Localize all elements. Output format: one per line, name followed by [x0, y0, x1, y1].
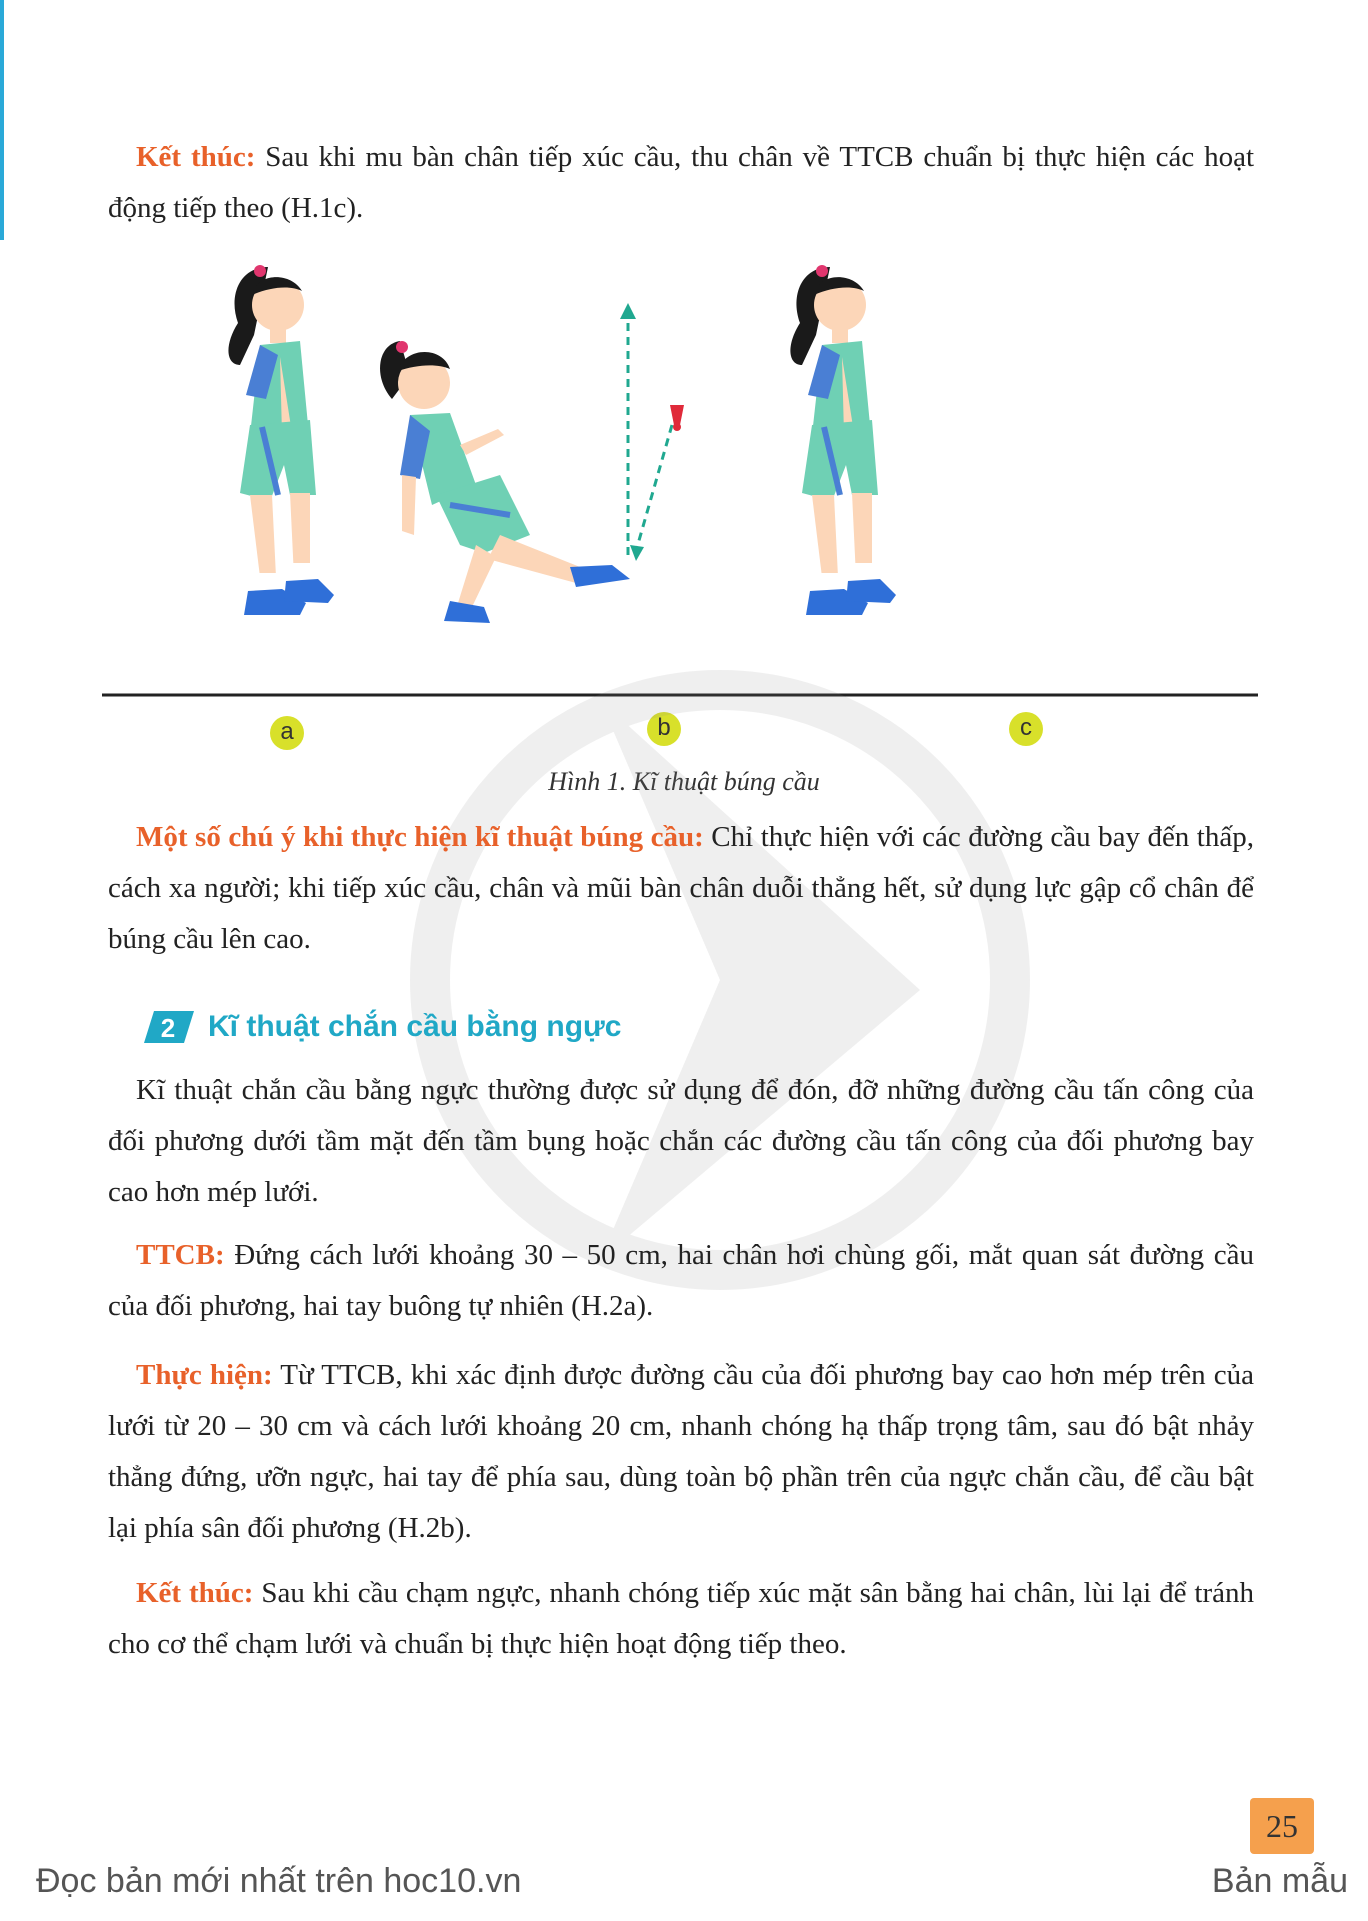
girl-figure-c — [790, 265, 896, 615]
lead-label: TTCB: — [136, 1239, 225, 1271]
section-heading — [144, 1004, 621, 1050]
figure-caption: Hình 1. Kĩ thuật búng cầu — [548, 767, 820, 796]
page-edge-accent — [0, 0, 4, 240]
footer-watermark-label: Bản mẫu — [1211, 1862, 1348, 1900]
figure-label-a: a — [270, 716, 304, 750]
paragraph-chu-y — [108, 812, 1254, 965]
girl-figure-b — [380, 341, 630, 623]
paragraph-text: Từ TTCB, khi xác định được đường cầu của đối phương bay cao hơn mép trên của lưới từ 20 – 30 cm và cách lưới khoảng 20 cm, nhanh chóng hạ thấp trọng tâm, sau đó bật nhảy thẳng đứng, ưỡn ngực, hai tay để phía sau, dùng toàn bộ phần trên của ngực chắn cầu, để cầu bật lại phía sân đối phương (H.2b). — [108, 1359, 1255, 1544]
lead-label: Thực hiện: — [136, 1359, 273, 1391]
girl-figure-a — [228, 265, 334, 615]
paragraph-text: Sau khi mu bàn chân tiếp xúc cầu, thu chân về TTCB chuẩn bị thực hiện các hoạt động tiếp theo (H.1c). — [108, 141, 1255, 224]
svg-text:2: 2 — [160, 1013, 176, 1043]
figure-label-b: b — [647, 712, 681, 746]
lead-label: Kết thúc: — [136, 141, 256, 173]
section-title: Kĩ thuật chắn cầu bằng ngực — [208, 1010, 622, 1043]
paragraph-text: Sau khi cầu chạm ngực, nhanh chóng tiếp xúc mặt sân bằng hai chân, lùi lại để tránh cho cơ thể chạm lưới và chuẩn bị thực hiện hoạt động tiếp theo. — [108, 1577, 1254, 1660]
figure-bung-cau — [100, 255, 1260, 755]
footer-link[interactable]: Đọc bản mới nhất trên hoc10.vn — [36, 1862, 522, 1900]
section-number-icon — [144, 1009, 196, 1045]
paragraph-text: Kĩ thuật chắn cầu bằng ngực thường được sử dụng để đón, đỡ những đường cầu tấn công của đối phương dưới tầm mặt đến tầm bụng hoặc chắn các đường cầu tấn công của đối phương bay cao hơn mép lưới. — [108, 1074, 1254, 1208]
lead-label: Một số chú ý khi thực hiện kĩ thuật búng cầu: — [136, 821, 704, 853]
paragraph-thuc-hien — [108, 1350, 1254, 1554]
figure-label-c: c — [1009, 712, 1043, 746]
paragraph-text: Chỉ thực hiện với các đường cầu bay đến thấp, cách xa người; khi tiếp xúc cầu, chân và mũi bàn chân duỗi thẳng hết, sử dụng lực gập cổ chân để búng cầu lên cao. — [108, 821, 1254, 955]
paragraph-ttcb — [108, 1230, 1254, 1332]
paragraph-ket-thuc-2 — [108, 1568, 1254, 1670]
page-number: 25 — [1250, 1798, 1314, 1854]
lead-label: Kết thúc: — [136, 1577, 254, 1609]
shuttle-trajectory — [620, 303, 684, 561]
paragraph-intro — [108, 1065, 1254, 1218]
paragraph-text: Đứng cách lưới khoảng 30 – 50 cm, hai chân hơi chùng gối, mắt quan sát đường cầu của đối phương, hai tay buông tự nhiên (H.2a). — [108, 1239, 1254, 1322]
paragraph-ket-thuc-1 — [108, 132, 1254, 234]
